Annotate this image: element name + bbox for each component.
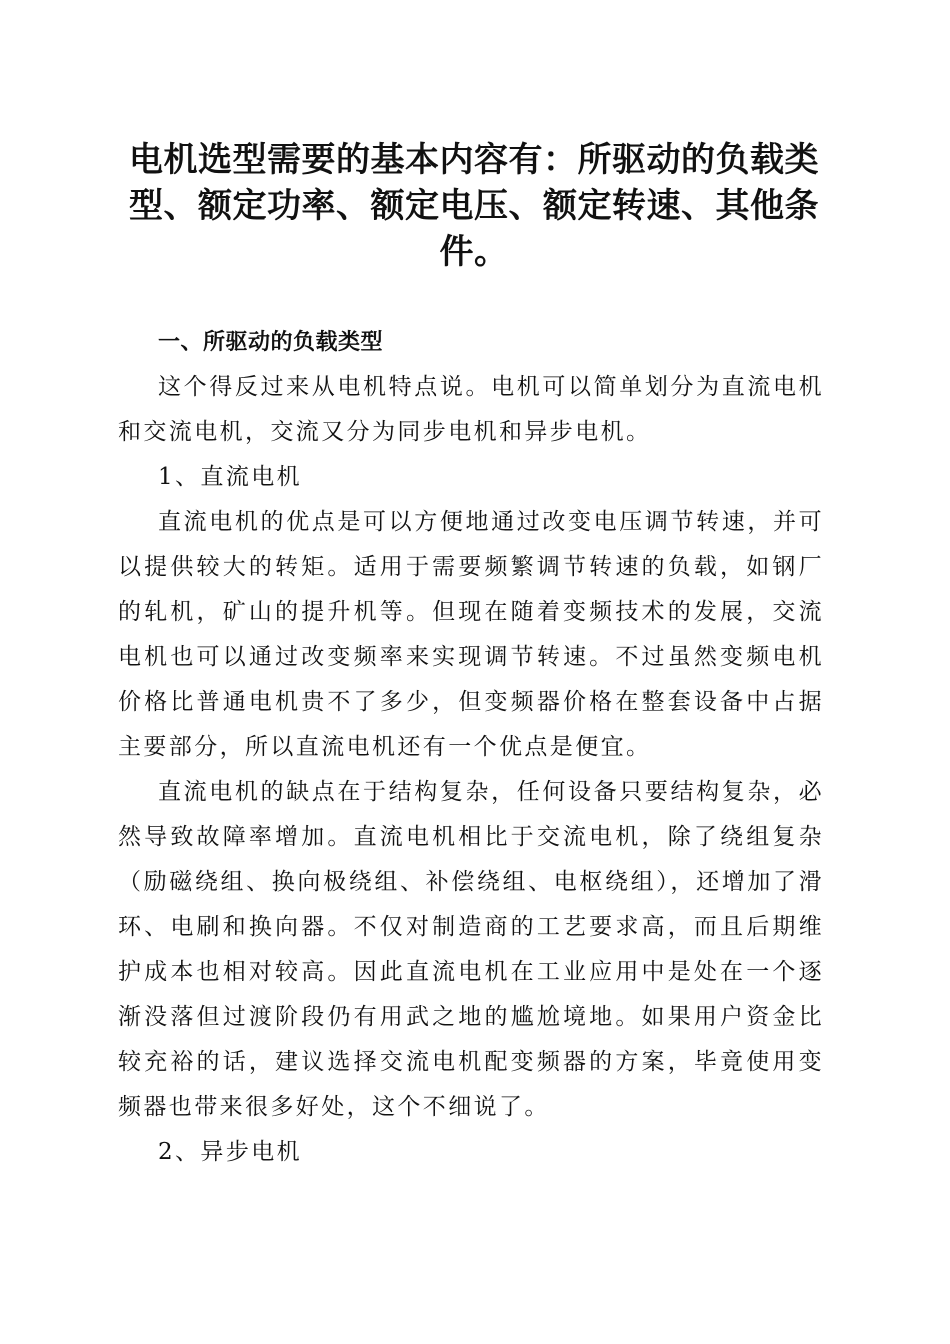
document-body: [118, 320, 824, 1175]
section-heading-load-type: 一、所驱动的负载类型: [158, 330, 384, 355]
subheading-dc-motor: 1、直流电机: [158, 464, 303, 490]
dc-motor-advantages-paragraph: 直流电机的优点是可以方便地通过改变电压调节转速，并可以提供较大的转矩。适用于需要频繁调节转速的负载，如钢厂的轧机，矿山的提升机等。但现在随着变频技术的发展，交流电机也可以通过改变频率来实现调节转速。不过虽然变频电机价格比普通电机贵不了多少，但变频器价格在整套设备中占据主要部分，所以直流电机还有一个优点是便宜。: [118, 509, 824, 760]
subheading-async-motor: 2、异步电机: [158, 1139, 303, 1165]
dc-motor-disadvantages-paragraph: 直流电机的缺点在于结构复杂，任何设备只要结构复杂，必然导致故障率增加。直流电机相比于交流电机，除了绕组复杂（励磁绕组、换向极绕组、补偿绕组、电枢绕组），还增加了滑环、电刷和换向器。不仅对制造商的工艺要求高，而且后期维护成本也相对较高。因此直流电机在工业应用中是处在一个逐渐没落但过渡阶段仍有用武之地的尴尬境地。如果用户资金比较充裕的话，建议选择交流电机配变频器的方案，毕竟使用变频器也带来很多好处，这个不细说了。: [118, 779, 824, 1120]
section-intro-paragraph: 这个得反过来从电机特点说。电机可以简单划分为直流电机和交流电机，交流又分为同步电机和异步电机。: [118, 374, 824, 445]
document-title: 电机选型需要的基本内容有：所驱动的负载类型、额定功率、额定电压、额定转速、其他条件。: [129, 140, 819, 272]
